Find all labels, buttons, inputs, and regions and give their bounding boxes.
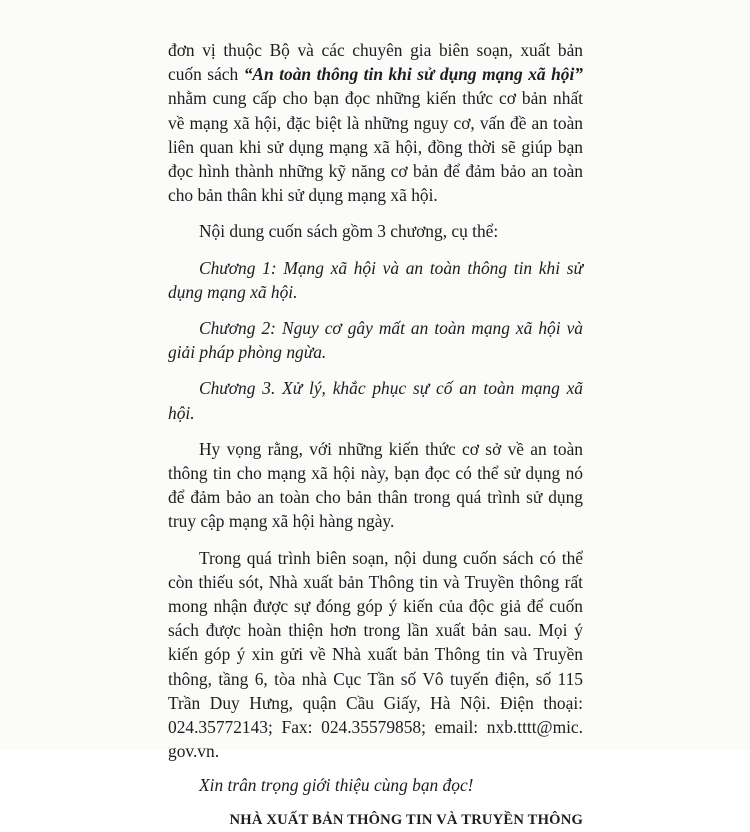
publisher-signature: NHÀ XUẤT BẢN THÔNG TIN VÀ TRUYỀN THÔNG (229, 811, 583, 828)
chapter-3: Chương 3. Xử lý, khắc phục sự cố an toàn mạng xã hội. (168, 378, 583, 423)
contents-intro: Nội dung cuốn sách gồm 3 chương, cụ thể: (199, 221, 499, 242)
hope-paragraph: Hy vọng rằng, với những kiến thức cơ sở về an toàn thông tin cho mạng xã hội này, bạn đọc có thể sử dụng nó để đảm bảo an toàn cho bản thân trong quá trình sử dụng truy cập mạng xã hội hàng ngày. (168, 438, 583, 532)
feedback-paragraph: Trong quá trình biên soạn, nội dung cuốn sách có thể còn thiếu sót, Nhà xuất bản Thông tin và Truyền thông rất mong nhận được sự đóng góp ý kiến của độc giả để cuốn sách được hoàn thiện hơn trong lần xuất bản sau. Mọi ý kiến góp ý xin gửi về Nhà xuất bản Thông tin và Truyền thông, tầng 6, tòa nhà Cục Tần số Vô tuyến điện, số 115 Trần Duy Hưng, quận Cầu Giấy, Hà Nội. Điện thoại: 024.35772143; Fax: 024.35579858; email: nxb.tttt@mic. gov.vn. (168, 547, 583, 762)
page-text (168, 38, 583, 832)
chapter-1: Chương 1: Mạng xã hội và an toàn thông tin khi sử dụng mạng xã hội. (168, 257, 583, 302)
closing-line: Xin trân trọng giới thiệu cùng bạn đọc! (199, 775, 474, 796)
book-title: “An toàn thông tin khi sử dụng mạng xã hội” (243, 64, 583, 85)
intro-text-before: đơn vị thuộc Bộ và các chuyên gia biên soạn, xuất bản cuốn sách (168, 40, 583, 85)
chapter-2: Chương 2: Nguy cơ gây mất an toàn mạng xã hội và giải pháp phòng ngừa. (168, 318, 583, 363)
intro-paragraph (168, 38, 583, 207)
intro-text-after: nhằm cung cấp cho bạn đọc những kiến thức cơ bản nhất về mạng xã hội, đặc biệt là những nguy cơ, vấn đề an toàn liên quan khi sử dụng mạng xã hội, đồng thời sẽ giúp bạn đọc hình thành những kỹ năng cơ bản để đảm bảo an toàn cho bản thân khi sử dụng mạng xã hội. (168, 88, 583, 206)
